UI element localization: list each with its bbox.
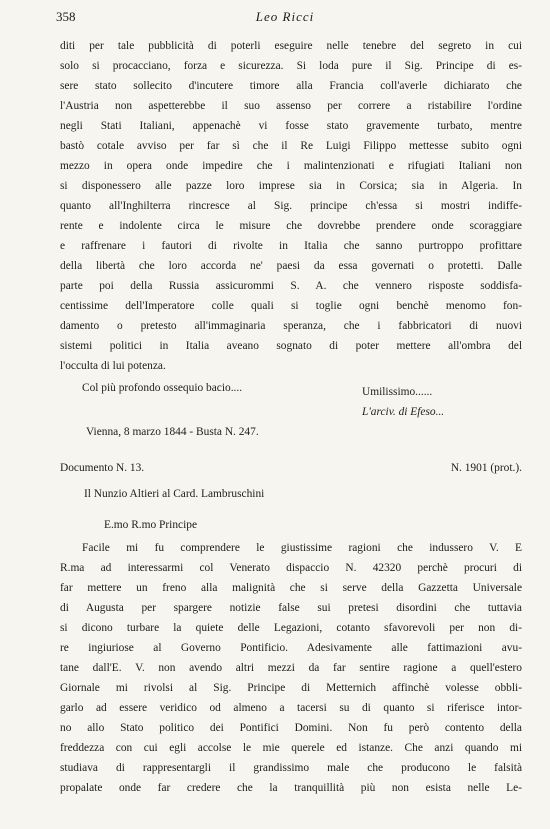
text-line: tane dall'E. V. non avendo altri mezzi da far sentire ragione a quell'estero — [60, 662, 522, 674]
text-line: bastò cotale avviso per far sì che il Re Luigi Filippo mettesse subito ogni — [60, 140, 522, 152]
salutation: E.mo R.mo Principe — [104, 519, 198, 531]
text-line: si disponessero alle pazze loro imprese sia in Corsica; sia in Algeria. In — [60, 180, 522, 192]
page-header — [56, 9, 514, 29]
document-label: Documento N. 13. — [60, 462, 145, 474]
text-line: centissime dell'Imperatore colle quali si toglie ogni benchè menomo fon- — [60, 300, 522, 312]
text-line: sere stato sollecito d'incutere timore alla Francia coll'averle dichiarato che — [60, 80, 522, 92]
text-line: propalate onde far credere che la tranquillità più non esista nelle Le- — [60, 782, 522, 794]
signature-name: L'arciv. di Efeso... — [362, 406, 445, 418]
text-line: quanto all'Inghilterra rincresce al Sig. principe ch'essa si mostri indiffe- — [60, 200, 522, 212]
text-line: freddezza con cui egli accolse le mie querele ed istanze. Che anzi quando mi — [60, 742, 522, 754]
text-line: far mettere un freno alla malignità che si serve della Gazzetta Universale — [60, 582, 522, 594]
protocol-number: N. 1901 (prot.). — [450, 462, 522, 474]
text-line: di Augusta per spargere notizie false sui pretesi disordini che tuttavia — [60, 602, 522, 614]
text-line: l'Austria non aspetterebbe il suo assenso per correre a ristabilire l'ordine — [60, 100, 522, 112]
text-line: diti per tale pubblicità di poterli eseguire nelle tenebre del segreto in cui — [60, 40, 522, 52]
document-subject: Il Nunzio Altieri al Card. Lambruschini — [84, 488, 265, 500]
text-line: damento o pretesto all'immaginaria speranza, che i fabbricatori di nuovi — [60, 320, 522, 332]
text-line: della libertà che loro accorda ne' paesi da essa governati o protetti. Dalle — [60, 260, 522, 272]
running-head: Leo Ricci — [255, 9, 315, 24]
text-line: sistemi politici in Italia aveano sognato di poter mettere all'ombra del — [60, 340, 522, 352]
text-line: garlo ad essere veridico od almeno a tacersi su di quanto si riferisce intor- — [60, 702, 522, 714]
text-line: l'occulta di lui potenza. — [60, 360, 166, 372]
dateline: Vienna, 8 marzo 1844 - Busta N. 247. — [86, 426, 259, 438]
text-line: re ingiuriose al Governo Pontificio. Adesivamente alle fattimazioni avu- — [60, 642, 522, 654]
text-line: parte poi della Russia assicurommi S. A. che vennero risposte soddisfa- — [60, 280, 522, 292]
page-number: 358 — [56, 9, 76, 24]
text-line: R.ma ad interessarmi col Venerato dispaccio N. 42320 perchè procuri di — [60, 562, 522, 574]
text-line: no allo Stato politico dei Pontifici Domini. Non fu però contento della — [60, 722, 522, 734]
text-line: Giornale mi rivolsi al Sig. Principe di Metternich affinchè volesse obbli- — [60, 682, 522, 694]
text-line: Facile mi fu comprendere le giustissime ragioni che indussero V. E — [82, 542, 522, 554]
text-line: negli Stati Italiani, appenachè vi fosse stato gravemente turbato, mentre — [60, 120, 522, 132]
signature-line: Umilissimo...... — [362, 386, 433, 398]
text-line: rente e indolente circa le misure che dovrebbe prendere onde scoraggiare — [60, 220, 522, 232]
text-line: mezzo in opera onde impedire che i malintenzionati e rifugiati Italiani non — [60, 160, 522, 172]
text-line: si dicono turbare la quiete delle Legazioni, cotanto sfavorevoli per non di- — [60, 622, 522, 634]
text-line: studiava di rappresentargli il grandissimo male che producono le falsità — [60, 762, 522, 774]
text-line: e raffrenare i fautori di rivolte in Italia che sanno purtroppo profittare — [60, 240, 522, 252]
text-line: solo si procacciano, forza e sicurezza. Si loda pure il Sig. Principe di es- — [60, 60, 522, 72]
closing-line: Col più profondo ossequio bacio.... — [82, 382, 243, 394]
